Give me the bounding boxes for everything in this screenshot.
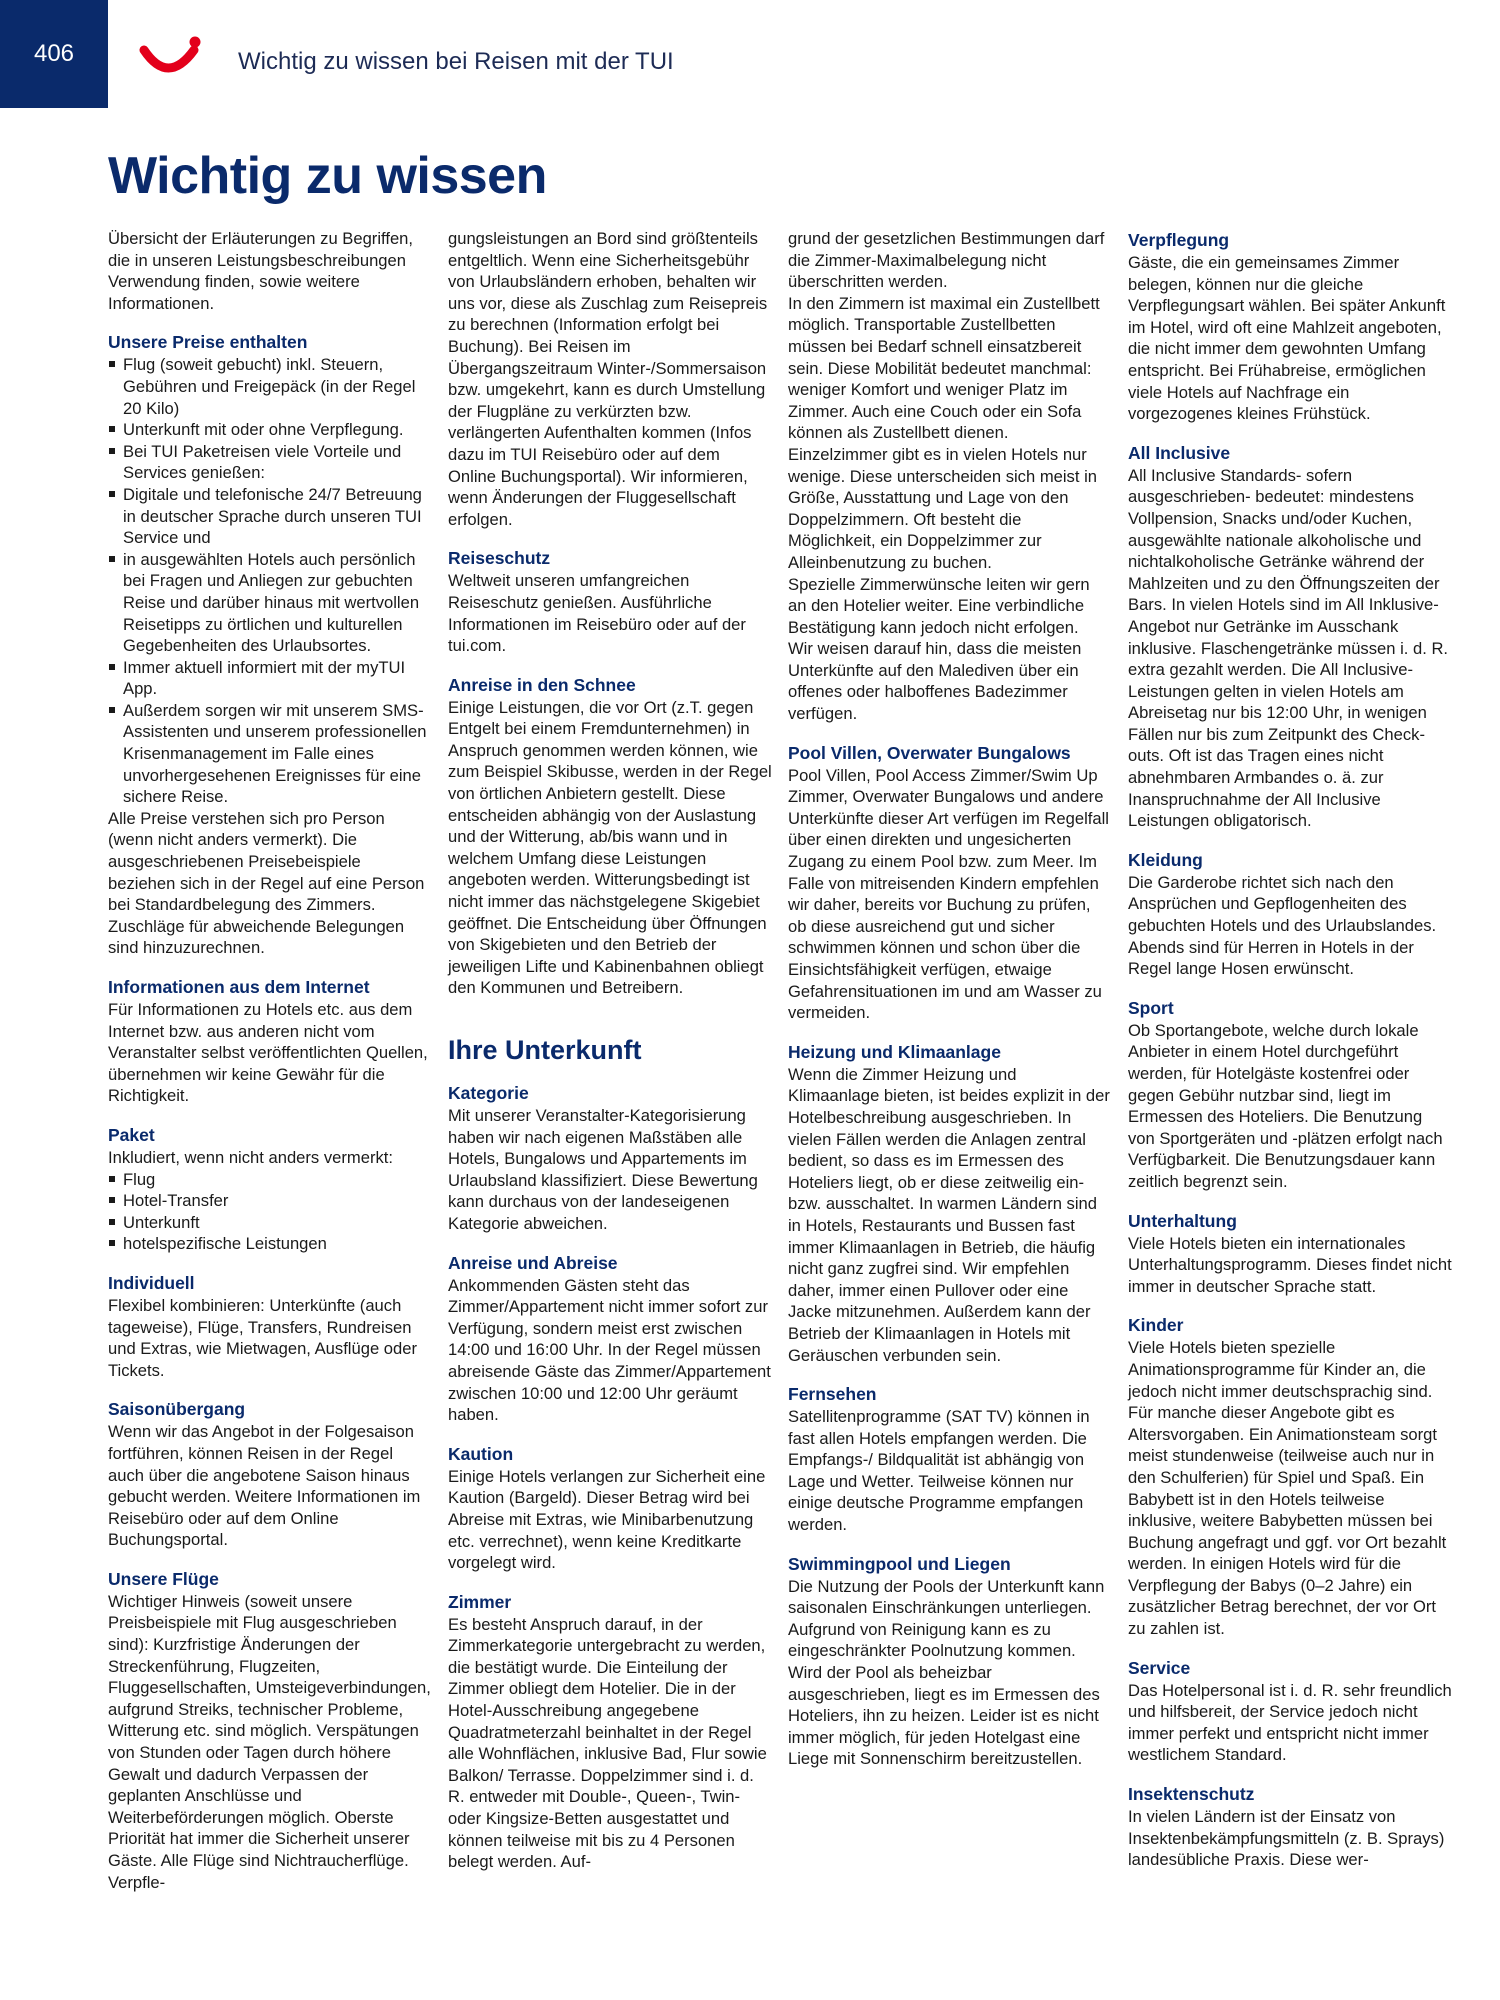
intro-text: Übersicht der Erläuterungen zu Begriffen, die in unseren Leistungsbeschreibungen Verwendung finden, sowie weitere Informationen. [108, 229, 414, 313]
swimmingpool-text: Die Nutzung der Pools der Unterkunft kann saisonalen Einschränkungen unterliegen. Aufgrund von Reinigung kann es zu eingeschränkter Poolnutzung kommen. Wird der Pool als beheizbar ausgeschrieben, liegt es im Ermessen des Hoteliers, ihn zu heizen. Leider ist es nicht immer möglich, für jeden Hotelgast eine Liege mit Sonnenschirm bereitzustellen. [788, 1576, 1105, 1769]
column-1 [108, 228, 432, 1893]
verpflegung-text: Gäste, die ein gemeinsames Zimmer belegen, können nur die gleiche Verpflegungsart wählen. Bei später Ankunft im Hotel, wird oft eine Mahlzeit angeboten, die nicht immer dem gewohnten Umfang entspricht. Bei Frühabreise, ermöglichen viele Hotels auf Nachfrage ein vorgezogenes kleines Frühstück. [1128, 253, 1446, 424]
kaution-text: Einige Hotels verlangen zur Sicherheit eine Kaution (Bargeld). Dieser Betrag wird bei Abreise mit Extras, wie Minibarbenutzung etc. verrechnet), wenn keine Kreditkarte vorgelegt wird. [448, 1466, 766, 1573]
fluege-text: Wichtiger Hinweis (soweit unsere Preisbeispiele mit Flug ausgeschrieben sind): Kurzfristige Änderungen der Streckenführung, Flugzeiten, Fluggesellschaften, Umsteigeverbindungen, aufgrund Streiks, technischer Probleme, Witterung etc. sind möglich. Verspätungen von Stunden oder Tagen durch höhere Gewalt und dadurch Verpassen der geplanten Anschlüsse und Weiterbeförderungen möglich. Oberste Priorität hat immer die Sicherheit unserer Gäste. Alle Flüge sind Nichtraucherflüge. Verpfle- [108, 1591, 431, 1892]
heizung-text: Wenn die Zimmer Heizung und Klimaanlage bieten, ist beides explizit in der Hotelbeschreibung ausgeschrieben. In vielen Fällen werden die Anlagen zentral bedient, so dass es im Ermessen des Hoteliers liegt, ob er diese zeitweilig ein- bzw. ausschaltet. In warmen Ländern sind in Hotels, Restaurants und Bussen fast immer Klimaanlagen in Betrieb, die häufig nicht ganz zugfrei sind. Wir empfehlen daher, immer einen Pullover oder eine Jacke mitzunehmen. Außerdem kann der Betrieb der Klimaanlagen in Hotels mit Geräuschen verbunden sein. [788, 1064, 1110, 1365]
heading-saisonuebergang: Saisonübergang [108, 1399, 246, 1420]
kategorie-text: Mit unserer Veranstalter-Kategorisierung haben wir nach eigenen Maßstäben alle Hotels, Bungalows und Appartements im Urlaubsland klassifiziert. Diese Bewertung kann durchaus von der landeseigenen Kategorie abweichen. [448, 1106, 758, 1233]
service-text: Das Hotelpersonal ist i. d. R. sehr freundlich und hilfsbereit, der Service jedoch nicht immer perfekt und entspricht nicht immer westlichem Standard. [1128, 1680, 1452, 1765]
list-item: hotelspezifische Leistungen [108, 1233, 432, 1255]
individuell-text: Flexibel kombinieren: Unterkünfte (auch tageweise), Flüge, Transfers, Rundreisen und Extras, wie Mietwagen, Ausflüge oder Tickets. [108, 1295, 418, 1380]
column-4 [1128, 230, 1452, 1871]
anreise-schnee-text: Einige Leistungen, die vor Ort (z.T. gegen Entgelt bei einem Fremdunternehmen) in Anspruch genommen werden können, wie zum Beispiel Skibusse, werden in der Regel von örtlichen Anbietern gestellt. Diese entscheiden abhängig von der Auslastung und der Witterung, ab/bis wann und in welchem Umfang diese Leistungen angeboten werden. Witterungsbedingt ist nicht immer das nächstgelegene Skigebiet geöffnet. Die Entscheidung über Öffnungen von Skigebieten und den Betrieb der jeweiligen Lifte und Kabinenbahnen obliegt den Kommunen und Betreibern. [448, 697, 772, 998]
list-item: Außerdem sorgen wir mit unserem SMS-Assistenten und unserem professionellen Krisenmanagement im Falle eines unvorhergesehenen Ereignisses für eine sichere Reise. [108, 700, 432, 808]
fluege-continued-text: gungsleistungen an Bord sind größtenteils entgeltlich. Wenn eine Sicherheitsgebühr von Urlaubsländern erhoben, behalten wir uns vor, diese als Zuschlag zum Reisepreis zu berechnen (Information erfolgt bei Buchung). Bei Reisen im Übergangszeitraum Winter-/Sommersaison bzw. umgekehrt, kann es durch Umstellung der Flugpläne zu verkürzten bzw. verlängerten Aufenthalten kommen (Infos dazu im TUI Reisebüro oder auf dem Online Buchungsportal). Wir informieren, wenn Änderungen der Fluggesellschaft erfolgen. [448, 229, 768, 529]
heading-verpflegung: Verpflegung [1128, 230, 1230, 250]
list-item: Digitale und telefonische 24/7 Betreuung in deutscher Sprache durch unseren TUI Service und [108, 484, 432, 549]
heading-paket: Paket [108, 1124, 155, 1145]
zustellbett-text: In den Zimmern ist maximal ein Zustellbett möglich. Transportable Zustellbetten müssen bei Bedarf schnell einsatzbereit sein. Diese Mobilität bedeutet manchmal: weniger Komfort und weniger Platz im Zimmer. Auch eine Couch oder ein Sofa können als Zustellbett dienen. [788, 293, 1100, 443]
kleidung-text: Die Garderobe richtet sich nach den Ansprüchen und Gepflogenheiten des gebuchten Hotels und des Urlaubslandes. Abends sind für Herren in Hotels in der Regel lange Hosen erwünscht. [1128, 872, 1437, 979]
list-item: Flug [108, 1169, 432, 1191]
paket-list [108, 1169, 432, 1255]
anreise-abreise-text: Ankommenden Gästen steht das Zimmer/Appartement nicht immer sofort zur Verfügung, sondern meist erst zwischen 14:00 und 16:00 Uhr. In der Regel müssen abreisende Gäste das Zimmer/Appartement zwischen 10:00 und 12:00 Uhr geräumt haben. [448, 1275, 771, 1425]
malediven-text: Wir weisen darauf hin, dass die meisten Unterkünfte auf den Malediven über ein offenes oder halboffenes Badezimmer verfügen. [788, 639, 1082, 724]
internet-text: Für Informationen zu Hotels etc. aus dem Internet bzw. aus anderen nicht vom Veranstalter selbst veröffentlichten Quellen, übernehmen wir keine Gewähr für die Richtigkeit. [108, 1000, 428, 1106]
heading-kleidung: Kleidung [1128, 849, 1203, 870]
heading-zimmer: Zimmer [448, 1591, 512, 1612]
heading-kategorie: Kategorie [448, 1083, 529, 1103]
heading-anreise-schnee: Anreise in den Schnee [448, 674, 636, 695]
page-title: Wichtig zu wissen [108, 147, 547, 205]
paket-text: Inkludiert, wenn nicht anders vermerkt: [108, 1147, 393, 1167]
fernsehen-text: Satellitenprogramme (SAT TV) können in fast allen Hotels empfangen werden. Die Empfangs-/ Bildqualität ist abhängig von Lage und Wetter. Teilweise können nur einige deutsche Programme empfangen werden. [788, 1407, 1090, 1535]
tui-logo-icon [138, 36, 214, 88]
all-inclusive-text: All Inclusive Standards- sofern ausgeschrieben- bedeutet: mindestens Vollpension, Snacks und/oder Kuchen, ausgewählte nationale alkoholische und nichtalkoholische Getränke während der Mahlzeiten und zu den Öffnungszeiten der Bars. In vielen Hotels sind im All Inklusive-Angebot nur Getränke im Ausschank inklusive. Flaschengetränke müssen i. d. R. extra gezahlt werden. Die All Inclusive- Leistungen gelten in vielen Hotels am Abreisetag nur bis 12:00 Uhr, in wenigen Fällen nur bis zum Zeitpunkt des Check-outs. Oft ist das Tragen eines nicht abnehmbaren Armbandes o. ä. zur Inanspruchnahme der All Inclusive Leistungen obligatorisch. [1128, 465, 1449, 831]
pool-villen-text: Pool Villen, Pool Access Zimmer/Swim Up Zimmer, Overwater Bungalows und andere Unterkünfte dieser Art verfügen im Regelfall über einen direkten und ungesicherten Zugang zu einem Pool bzw. zum Meer. Im Falle von mitreisenden Kindern empfehlen wir daher, bereits vor Buchung zu prüfen, ob diese ausreichend gut und sicher schwimmen können und schon über die Einsichtsfähigkeit verfügen, etwaige Gefahrensituationen im und am Wasser zu vermeiden. [788, 765, 1109, 1023]
heading-kinder: Kinder [1128, 1315, 1184, 1336]
list-item: in ausgewählten Hotels auch persönlich bei Fragen und Anliegen zur gebuchten Reise und darüber hinaus mit wertvollen Reisetipps zu örtlichen und kulturellen Gegebenheiten des Urlaubsortes. [108, 549, 432, 657]
list-item: Bei TUI Paketreisen viele Vorteile und Services genießen: [108, 441, 432, 484]
heading-kaution: Kaution [448, 1443, 514, 1464]
list-item: Flug (soweit gebucht) inkl. Steuern, Gebühren und Freigepäck (in der Regel 20 Kilo) [108, 354, 432, 419]
heading-pool-villen: Pool Villen, Overwater Bungalows [788, 742, 1071, 763]
heading-unsere-fluege: Unsere Flüge [108, 1568, 219, 1589]
column-2 [448, 228, 772, 1873]
running-head: Wichtig zu wissen bei Reisen mit der TUI [238, 48, 674, 75]
heading-service: Service [1128, 1657, 1191, 1678]
list-item: Hotel-Transfer [108, 1190, 432, 1212]
page-number: 406 [0, 0, 108, 108]
heading-swimmingpool: Swimmingpool und Liegen [788, 1553, 1011, 1574]
preise-text: Alle Preise verstehen sich pro Person (wenn nicht anders vermerkt). Die ausgeschriebenen Preisebeispiele beziehen sich in der Regel auf eine Person bei Standardbelegung des Zimmers. Zuschläge für abweichende Belegungen sind hinzuzurechnen. [108, 808, 425, 958]
column-3 [788, 228, 1112, 1770]
saisonuebergang-text: Wenn wir das Angebot in der Folgesaison fortführen, können Reisen in der Regel auch über die angebotene Saison hinaus gebucht werden. Weitere Informationen im Reisebüro oder auf dem Online Buchungsportal. [108, 1422, 421, 1550]
heading-internet: Informationen aus dem Internet [108, 977, 370, 997]
einzelzimmer-text: Einzelzimmer gibt es in vielen Hotels nur wenige. Diese unterscheiden sich meist in Größe, Ausstattung und Lage von den Doppelzimmern. Oft besteht die Möglichkeit, ein Doppelzimmer zur Alleinbenutzung zu buchen. [788, 444, 1097, 572]
list-item: Immer aktuell informiert mit der myTUI App. [108, 657, 432, 700]
heading-heizung: Heizung und Klimaanlage [788, 1041, 1001, 1062]
heading-fernsehen: Fernsehen [788, 1384, 877, 1405]
heading-unterhaltung: Unterhaltung [1128, 1210, 1237, 1231]
reiseschutz-text: Weltweit unseren umfangreichen Reiseschutz genießen. Ausführliche Informationen im Reisebüro oder auf der tui.com. [448, 571, 746, 656]
list-item: Unterkunft [108, 1212, 432, 1234]
unterhaltung-text: Viele Hotels bieten ein internationales Unterhaltungsprogramm. Dieses findet nicht immer in deutscher Sprache statt. [1128, 1233, 1452, 1296]
heading-insektenschutz: Insektenschutz [1128, 1784, 1255, 1805]
sport-text: Ob Sportangebote, welche durch lokale Anbieter in einem Hotel durchgeführt werden, für Hotelgäste kostenfrei oder gegen Gebühr nutzbar sind, liegt im Ermessen des Hoteliers. Die Benutzung von Sportgeräten und -plätzen erfolgt nach Verfügbarkeit. Die Benutzungsdauer kann zeitlich begrenzt sein. [1128, 1020, 1443, 1191]
zimmer-text: Es besteht Anspruch darauf, in der Zimmerkategorie untergebracht zu werden, die bestätigt wurde. Die Einteilung der Zimmer obliegt dem Hotelier. Die in der Hotel-Ausschreibung angegebene Quadratmeterzahl beinhaltet in der Regel alle Wohnflächen, inklusive Bad, Flur sowie Balkon/ Terrasse. Doppelzimmer sind i. d. R. entweder mit Double-, Queen-, Twin- oder Kingsize-Betten ausgestattet und können teilweise mit bis zu 4 Personen belegt werden. Auf- [448, 1614, 767, 1872]
preise-list [108, 354, 432, 807]
heading-reiseschutz: Reiseschutz [448, 548, 551, 569]
heading-sport: Sport [1128, 997, 1174, 1018]
zimmerwuensche-text: Spezielle Zimmerwünsche leiten wir gern an den Hotelier weiter. Eine verbindliche Bestätigung kann jedoch nicht erfolgen. [788, 574, 1090, 637]
insektenschutz-text: In vielen Ländern ist der Einsatz von Insektenbekämpfungsmitteln (z. B. Sprays) landesübliche Praxis. Diese wer- [1128, 1807, 1445, 1870]
heading-unsere-preise: Unsere Preise enthalten [108, 332, 308, 353]
zimmer-continued-text: grund der gesetzlichen Bestimmungen darf die Zimmer-Maximalbelegung nicht überschritten werden. [788, 229, 1105, 292]
heading-anreise-abreise: Anreise und Abreise [448, 1252, 618, 1273]
heading-individuell: Individuell [108, 1272, 195, 1293]
section-heading-unterkunft: Ihre Unterkunft [448, 1035, 642, 1065]
kinder-text: Viele Hotels bieten spezielle Animationsprogramme für Kinder an, die jedoch nicht immer deutschsprachig sind. Für manche dieser Angebote gibt es Altersvorgaben. Ein Animationsteam sorgt meist stundenweise (teilweise auch nur in den Schulferien) für Spiel und Spaß. Ein Babybett ist in den Hotels teilweise inklusive, weitere Babybetten müssen bei Buchung angefragt und ggf. vor Ort bezahlt werden. In einigen Hotels wird für die Verpflegung der Babys (0–2 Jahre) ein zusätzlicher Betrag berechnet, der vor Ort zu zahlen ist. [1128, 1338, 1447, 1639]
list-item: Unterkunft mit oder ohne Verpflegung. [108, 419, 432, 441]
heading-all-inclusive: All Inclusive [1128, 442, 1231, 463]
